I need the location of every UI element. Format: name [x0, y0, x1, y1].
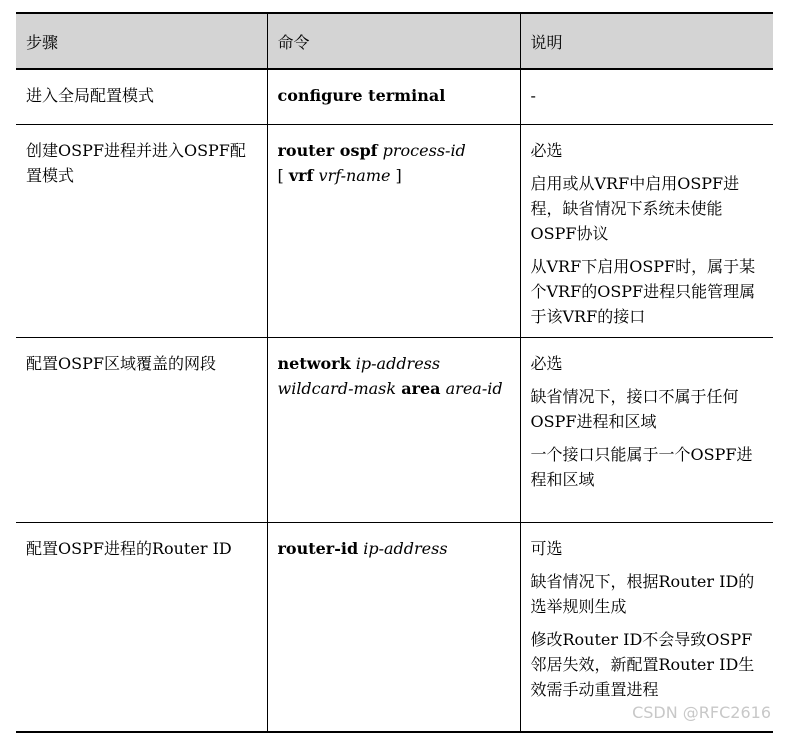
description-note: 必选 [530, 141, 563, 160]
description-note: - [530, 86, 536, 105]
watermark: CSDN @RFC2616 [632, 703, 771, 722]
header-description: 说明 [520, 13, 773, 69]
command-cell [267, 523, 520, 733]
command-keyword: network [277, 354, 351, 373]
command-argument: ip-address [363, 539, 448, 558]
command-argument: ip-address wildcard-mask [277, 354, 441, 398]
command-keyword: vrf [288, 166, 314, 185]
description-note: 缺省情况下，接口不属于任何OSPF进程和区域 [530, 387, 739, 431]
description-cell [520, 69, 773, 125]
command-argument: process-id [382, 141, 466, 160]
command-line [278, 83, 510, 108]
step-cell: 配置OSPF区域覆盖的网段 [16, 338, 267, 523]
command-cell [267, 125, 520, 338]
description-note: 一个接口只能属于一个OSPF进程和区域 [530, 445, 753, 489]
command-bracket: [ [277, 166, 289, 185]
table-row [16, 523, 773, 733]
description-note: 修改Router ID不会导致OSPF邻居失效，新配置Router ID生效需手动重置进程 [530, 630, 755, 699]
description-cell [520, 523, 773, 733]
table-row [16, 338, 773, 523]
command-keyword: router-id [277, 539, 359, 558]
command-line [278, 163, 510, 188]
command-keyword: configure terminal [277, 86, 446, 105]
table-row [16, 69, 773, 125]
description-note: 可选 [530, 539, 563, 558]
step-cell: 创建OSPF进程并进入OSPF配置模式 [16, 125, 267, 338]
ospf-config-table [16, 12, 773, 733]
step-cell: 进入全局配置模式 [16, 69, 267, 125]
header-command: 命令 [267, 13, 520, 69]
command-argument: vrf-name [318, 166, 391, 185]
table-row [16, 125, 773, 338]
command-line [278, 138, 510, 163]
description-note: 必选 [530, 354, 563, 373]
description-note: 缺省情况下，根据Router ID的选举规则生成 [530, 572, 755, 616]
command-keyword: router ospf [277, 141, 378, 160]
description-cell [520, 338, 773, 523]
description-note: 启用或从VRF中启用OSPF进程，缺省情况下系统未使能OSPF协议 [530, 174, 740, 243]
description-note: 从VRF下启用OSPF时，属于某个VRF的OSPF进程只能管理属于该VRF的接口 [530, 257, 756, 326]
command-bracket: ] [390, 166, 402, 185]
header-step: 步骤 [16, 13, 267, 69]
command-argument: area-id [445, 379, 503, 398]
command-cell [267, 69, 520, 125]
step-cell: 配置OSPF进程的Router ID [16, 523, 267, 733]
description-cell [520, 125, 773, 338]
command-line [278, 536, 510, 561]
table-header-row [16, 13, 773, 69]
command-keyword: area [401, 379, 441, 398]
command-line [278, 351, 510, 401]
command-cell [267, 338, 520, 523]
